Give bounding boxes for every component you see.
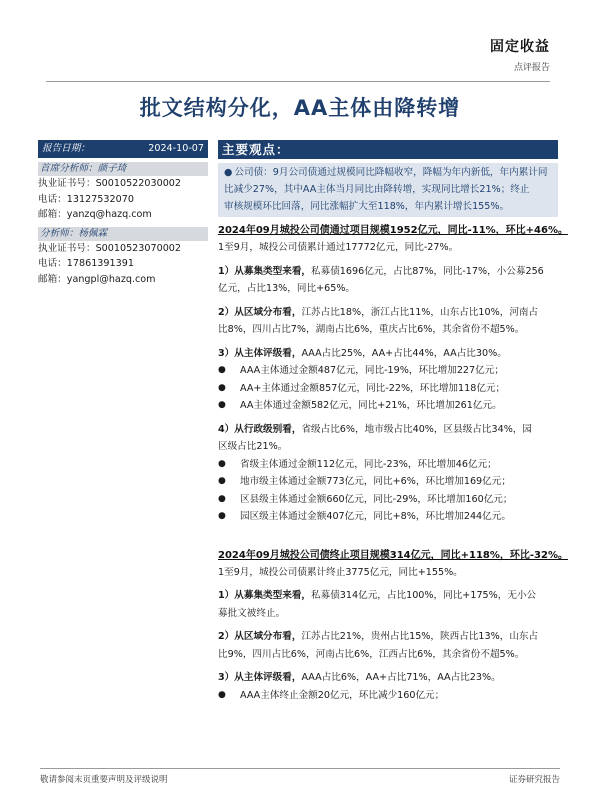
bullet-icon: ● (218, 476, 226, 486)
summary-line-2: 比减少27%，其中AA主体当月同比由降转增，实现同比增长21%；终止 (224, 184, 530, 195)
key-summary (218, 163, 558, 217)
approval-by-region: 2）从区域分布看，江苏占比18%，浙江占比11%，山东占比10%，河南占 比8%，四川占比7%，湖南占比6%，重庆占比6%，其余省份不超5%。 (218, 306, 539, 335)
termination-by-region: 2）从区域分布看，江苏占比21%，贵州占比15%，陕西占比13%，山东占 比9%，四川占比6%，河南占比6%，江西占比6%，其余省份不超5%。 (218, 631, 539, 660)
analyst-2-cert: 执业证书号：S0010523070002 (38, 242, 182, 254)
report-date-label: 报告日期： (42, 143, 90, 154)
bullet-icon: ● (218, 382, 226, 393)
list-item: ● AA+主体通过金额857亿元，同比-22%，环比增加118亿元； (218, 380, 558, 398)
bullet-icon: ● (218, 365, 226, 375)
list-item: ● 区县级主体通过金额660亿元，同比-29%，环比增加160亿元； (218, 491, 558, 509)
analyst-1-cert: 执业证书号：S0010522030002 (38, 178, 182, 189)
footer-label: 证券研究报告 (508, 775, 560, 785)
termination-heading: 2024年09月城投公司债终止项目规模314亿元，同比+118%，环比-32%。 (218, 549, 568, 561)
termination-intro: 1至9月，城投公司债累计终止3775亿元，同比+155%。 (218, 566, 463, 578)
bullet-icon: ● (218, 511, 226, 521)
bullet-icon: ● (218, 493, 226, 504)
termination-by-type: 1）从募集类型来看，私募债314亿元，占比100%，同比+175%，无小公 募批文被终止。 (218, 590, 537, 619)
analyst-1-email[interactable]: 邮箱：yanzq@hazq.com (38, 209, 152, 220)
list-item: ● AAA主体终止金额20亿元，环比减少160亿元； (218, 687, 558, 705)
report-date-value: 2024-10-07 (148, 143, 204, 154)
report-type: 点评报告 (513, 63, 550, 73)
bullet-icon: ● (218, 458, 226, 469)
approval-intro: 1至9月，城投公司债累计通过17772亿元，同比-27%。 (218, 242, 459, 253)
analyst-1-phone: 电话：13127532070 (38, 193, 134, 205)
approval-by-admin-level: 4）从行政级别看，省级占比6%，地市级占比40%，区县级占比34%，园 区级占比21%。 (218, 423, 532, 452)
analyst-2-email[interactable]: 邮箱：yangpl@hazq.com (38, 273, 156, 285)
analyst-panel (38, 140, 208, 287)
main-content (218, 140, 568, 704)
termination-by-rating: 3）从主体评级看，AAA占比6%，AA+占比71%，AA占比23%。 (218, 672, 501, 683)
bullet-icon: ● (218, 689, 226, 700)
section-heading: 主要观点： (218, 140, 558, 159)
report-title: 批文结构分化，AA主体由降转增 (139, 96, 461, 120)
list-item: ● 园区级主体通过金额407亿元，同比+8%，环比增加244亿元。 (218, 508, 558, 526)
bullet-icon: ● (224, 167, 233, 178)
list-item: ● AAA主体通过金额487亿元，同比-19%，环比增加227亿元； (218, 362, 558, 380)
list-item: ● AA主体通过金额582亿元，同比+21%，环比增加261亿元。 (218, 397, 558, 415)
analyst-2-phone: 电话：17861391391 (38, 258, 134, 269)
list-item: ● 省级主体通过金额112亿元，同比-23%，环比增加46亿元； (218, 456, 558, 474)
approval-by-type: 1）从募集类型来看，私募债1696亿元，占比87%，同比-17%，小公募256 亿元，占比13%，同比+65%。 (218, 265, 544, 294)
bullet-icon: ● (218, 400, 226, 410)
footer-disclaimer[interactable]: 敬请参阅末页重要声明及评级说明 (40, 775, 168, 785)
analyst-1-role: 首席分析师：颜子琦 (38, 162, 208, 176)
footer-divider (40, 768, 560, 769)
approval-heading: 2024年09月城投公司债通过项目规模1952亿元，同比-11%，环比+46%。 (218, 225, 568, 236)
approval-by-rating: 3）从主体评级看，AAA占比25%，AA+占比44%，AA占比30%。 (218, 347, 507, 359)
summary-line-3: 审核规模环比回落，同比涨幅扩大至118%，年内累计增长155%。 (224, 201, 510, 212)
header-divider (46, 81, 550, 82)
report-category: 固定收益 (490, 39, 550, 55)
report-header (490, 36, 550, 73)
report-date-bar (38, 140, 208, 158)
summary-line-1: ● 公司债：9月公司债通过规模同比降幅收窄，降幅为年内新低，年内累计同 (224, 167, 548, 178)
list-item: ● 地市级主体通过金额773亿元，同比+6%，环比增加169亿元； (218, 473, 558, 491)
analyst-2-role: 分析师：杨佩霖 (38, 227, 208, 241)
